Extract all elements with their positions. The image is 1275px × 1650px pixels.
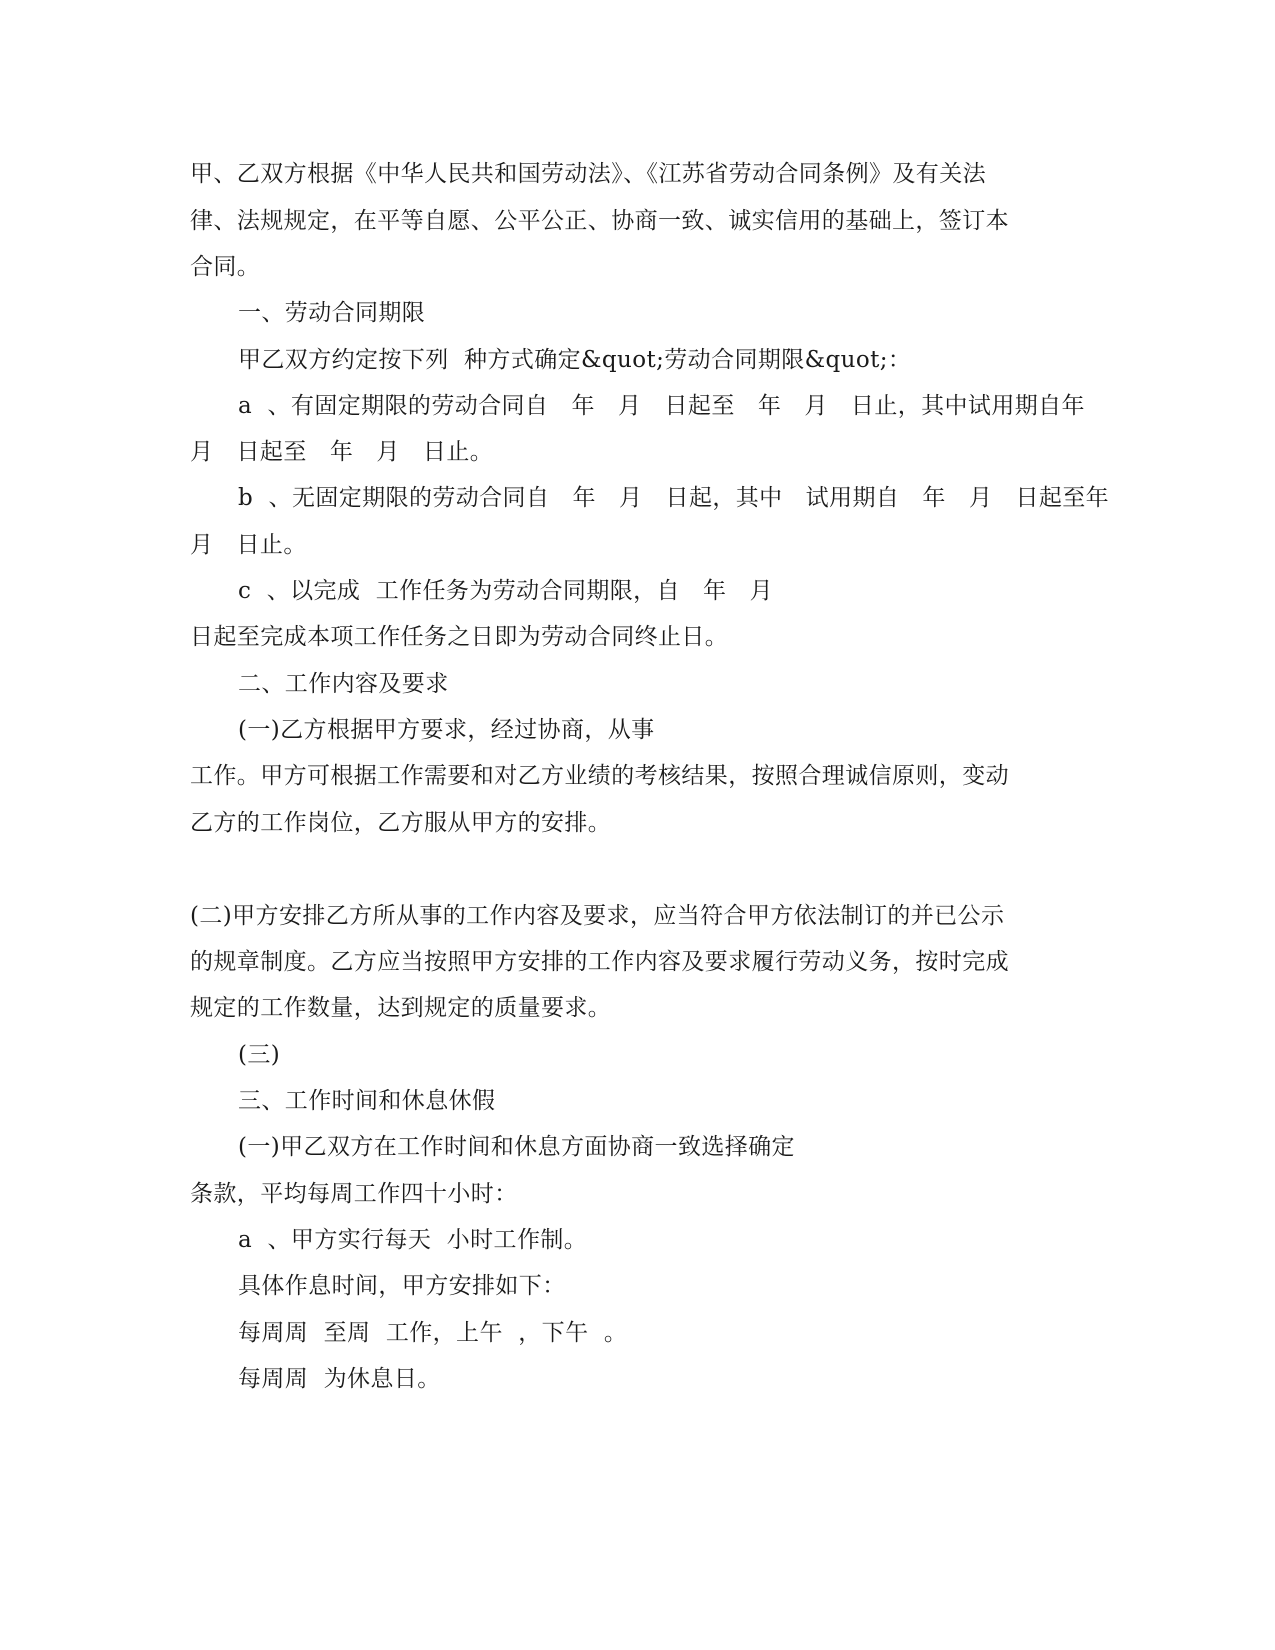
paragraph-line: 条款，平均每周工作四十小时： (190, 1181, 518, 1207)
paragraph-line: 月 日止。 (190, 532, 307, 558)
paragraph-line: a 、有固定期限的劳动合同自 年 月 日起至 年 月 日止，其中试用期自年 (238, 393, 1085, 419)
paragraph-line: 具体作息时间，甲方安排如下： (238, 1273, 566, 1299)
paragraph-line: c 、以完成 工作任务为劳动合同期限，自 年 月 (238, 578, 773, 604)
paragraph-line: 工作。甲方可根据工作需要和对乙方业绩的考核结果，按照合理诚信原则，变动 (190, 763, 1009, 789)
paragraph-line: (一)乙方根据甲方要求，经过协商，从事 (238, 717, 655, 743)
paragraph-line: a 、甲方实行每天 小时工作制。 (238, 1227, 588, 1253)
section-heading: 二、工作内容及要求 (238, 671, 449, 697)
paragraph-line: 律、法规规定，在平等自愿、公平公正、协商一致、诚实信用的基础上，签订本 (190, 208, 1009, 234)
paragraph-line: (一)甲乙双方在工作时间和休息方面协商一致选择确定 (238, 1134, 795, 1160)
paragraph-line: 日起至完成本项工作任务之日即为劳动合同终止日。 (190, 624, 729, 650)
paragraph-line: 甲乙双方约定按下列 种方式确定&quot;劳动合同期限&quot;： (238, 347, 912, 373)
section-heading: 一、劳动合同期限 (238, 300, 426, 326)
paragraph-line: 的规章制度。乙方应当按照甲方安排的工作内容及要求履行劳动义务，按时完成 (190, 949, 1009, 975)
paragraph-line: (三) (238, 1042, 281, 1068)
paragraph-line: 乙方的工作岗位，乙方服从甲方的安排。 (190, 810, 612, 836)
paragraph-line: 月 日起至 年 月 日止。 (190, 439, 494, 465)
paragraph-line: 合同。 (190, 254, 261, 280)
paragraph-line: 规定的工作数量，达到规定的质量要求。 (190, 995, 612, 1021)
paragraph-line: (二)甲方安排乙方所从事的工作内容及要求，应当符合甲方依法制订的并已公示 (190, 903, 1005, 929)
paragraph-line: 每周周 为休息日。 (238, 1366, 441, 1392)
section-heading: 三、工作时间和休息休假 (238, 1088, 496, 1114)
paragraph-line: 每周周 至周 工作，上午 ，下午 。 (238, 1320, 628, 1346)
paragraph-line: b 、无固定期限的劳动合同自 年 月 日起，其中 试用期自 年 月 日起至年 (238, 485, 1110, 511)
paragraph-line: 甲、乙双方根据《中华人民共和国劳动法》、《江苏省劳动合同条例》及有关法 (190, 161, 986, 187)
